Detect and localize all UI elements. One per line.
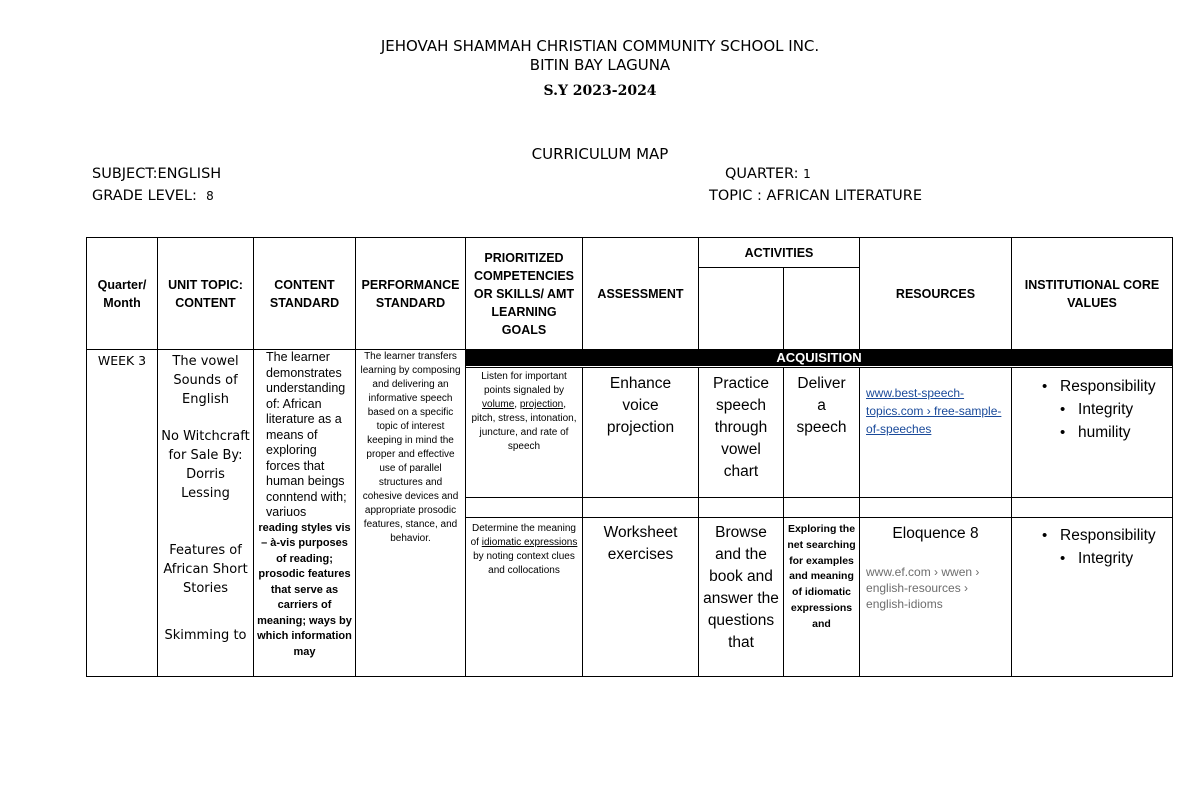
core-values-2-cell xyxy=(1012,518,1173,677)
spacer-cell xyxy=(699,498,784,518)
competency-1-cell xyxy=(466,368,583,498)
spacer-cell xyxy=(784,498,860,518)
content-standard-text-b: reading styles vis – à-vis purposes of reading; prosodic features that serve as carriers of meaning; ways by which information may xyxy=(257,521,352,658)
core-value-item: • Responsibility xyxy=(1042,524,1172,547)
grade-level-value: 8 xyxy=(206,189,214,203)
assessment-2-cell xyxy=(583,518,699,677)
competency-2-idioms: idiomatic expressions xyxy=(481,537,578,548)
table-row xyxy=(87,350,1173,368)
col-header-quarter: Quarter/ Month xyxy=(87,238,158,350)
resource-1-cell xyxy=(860,368,1012,498)
quarter xyxy=(725,166,811,182)
resource-1-link[interactable]: www.best-speech-topics.com › free-sample-of-speeches xyxy=(866,386,1002,436)
unit-topic-vowel-sounds: The vowel Sounds of English xyxy=(172,354,239,407)
subject-label: SUBJECT:ENGLISH xyxy=(92,166,222,182)
col-header-activities: ACTIVITIES xyxy=(699,238,860,268)
resource-2-cell xyxy=(860,518,1012,677)
performance-standard-text: The learner transfers learning by composing and delivering an informative speech based on a specific topic of interest keeping in mind the proper and effective use of parallel structures and cohesive devices and appropriate prosodic features, stance, and behavior. xyxy=(360,351,461,544)
col-header-performance-standard: PERFORMANCE STANDARD xyxy=(356,238,466,350)
activity-1b: Deliver a speech xyxy=(796,375,847,436)
topic-label: TOPIC : AFRICAN LITERATURE xyxy=(709,188,922,204)
activity-2a-cell xyxy=(699,518,784,677)
assessment-2: Worksheet exercises xyxy=(603,524,678,563)
col-header-content-standard: CONTENT STANDARD xyxy=(254,238,356,350)
assessment-1: Enhance voice projection xyxy=(606,375,675,436)
core-value-item: • Integrity xyxy=(1042,398,1172,421)
spacer-cell xyxy=(466,498,583,518)
competency-1-projection: projection xyxy=(519,399,564,410)
acquisition-banner: ACQUISITION xyxy=(466,350,1172,366)
document-title: CURRICULUM MAP xyxy=(531,145,669,163)
activity-1a-cell xyxy=(699,368,784,498)
activity-1a: Practice speech through vowel chart xyxy=(713,375,769,480)
quarter-label: QUARTER: xyxy=(725,166,799,182)
activities-subheader-2 xyxy=(784,268,860,350)
header-row xyxy=(87,238,1173,268)
competency-2-text: Determine the meaning of xyxy=(470,523,576,548)
unit-topic-cell xyxy=(158,350,254,677)
activity-2b-cell xyxy=(784,518,860,677)
competency-1-text: Listen for important points signaled by xyxy=(481,371,567,396)
competency-2-rest: by noting context clues and collocations xyxy=(473,551,575,576)
competency-2 xyxy=(466,518,582,580)
competency-1-sep: , xyxy=(514,399,520,410)
performance-standard-cell xyxy=(356,350,466,677)
core-values-1-cell xyxy=(1012,368,1173,498)
spacer-cell xyxy=(583,498,699,518)
core-values-1-list xyxy=(1012,368,1172,444)
col-header-competencies: PRIORITIZED COMPETENCIES OR SKILLS/ AMT LEARNING GOALS xyxy=(466,238,583,350)
school-address: BITIN BAY LAGUNA xyxy=(529,56,671,74)
competency-1-rest: , pitch, stress, intonation, juncture, and rate of speech xyxy=(471,399,577,452)
grade-level-label: GRADE LEVEL: xyxy=(92,188,197,204)
activity-2b: Exploring the net searching for examples and meaning of idiomatic expressions and xyxy=(787,523,856,630)
competency-2-cell xyxy=(466,518,583,677)
resource-2-title: Eloquence 8 xyxy=(892,525,979,542)
activities-subheader-1 xyxy=(699,268,784,350)
spacer-cell xyxy=(860,498,1012,518)
spacer-cell xyxy=(1012,498,1173,518)
school-name: JEHOVAH SHAMMAH CHRISTIAN COMMUNITY SCHOOL INC. xyxy=(380,37,820,55)
competency-1-volume: volume xyxy=(482,399,515,410)
col-header-unit-topic: UNIT TOPIC: CONTENT xyxy=(158,238,254,350)
core-values-2-list xyxy=(1012,518,1172,570)
assessment-1-cell xyxy=(583,368,699,498)
resource-2-link[interactable]: www.ef.com › wwen › english-resources › english-idioms xyxy=(866,565,980,611)
activity-1b-cell xyxy=(784,368,860,498)
activity-2a: Browse and the book and answer the questions that xyxy=(703,524,779,651)
week-label: WEEK 3 xyxy=(97,353,147,368)
content-standard-text-a: The learner demonstrates understanding of: African literature as a means of exploring forces that human beings conntend with; variuos xyxy=(266,350,347,519)
col-header-assessment: ASSESSMENT xyxy=(583,238,699,350)
col-header-core-values: INSTITUTIONAL CORE VALUES xyxy=(1012,238,1173,350)
unit-topic-skimming: Skimming to xyxy=(164,628,247,643)
school-year: S.Y 2023-2024 xyxy=(543,83,657,99)
content-standard-cell xyxy=(254,350,356,677)
curriculum-map-table xyxy=(86,237,1173,677)
competency-1 xyxy=(466,368,582,456)
grade-level xyxy=(92,188,214,204)
core-value-item: • humility xyxy=(1042,421,1172,444)
unit-topic-story: No Witchcraft for Sale By: Dorris Lessing xyxy=(161,429,250,501)
col-header-resources: RESOURCES xyxy=(860,238,1012,350)
core-value-item: • Integrity xyxy=(1042,547,1172,570)
week-cell xyxy=(87,350,158,677)
acquisition-banner-cell xyxy=(466,350,1173,368)
quarter-value: 1 xyxy=(803,167,811,181)
core-value-item: • Responsibility xyxy=(1042,375,1172,398)
unit-topic-features: Features of African Short Stories xyxy=(163,543,248,596)
